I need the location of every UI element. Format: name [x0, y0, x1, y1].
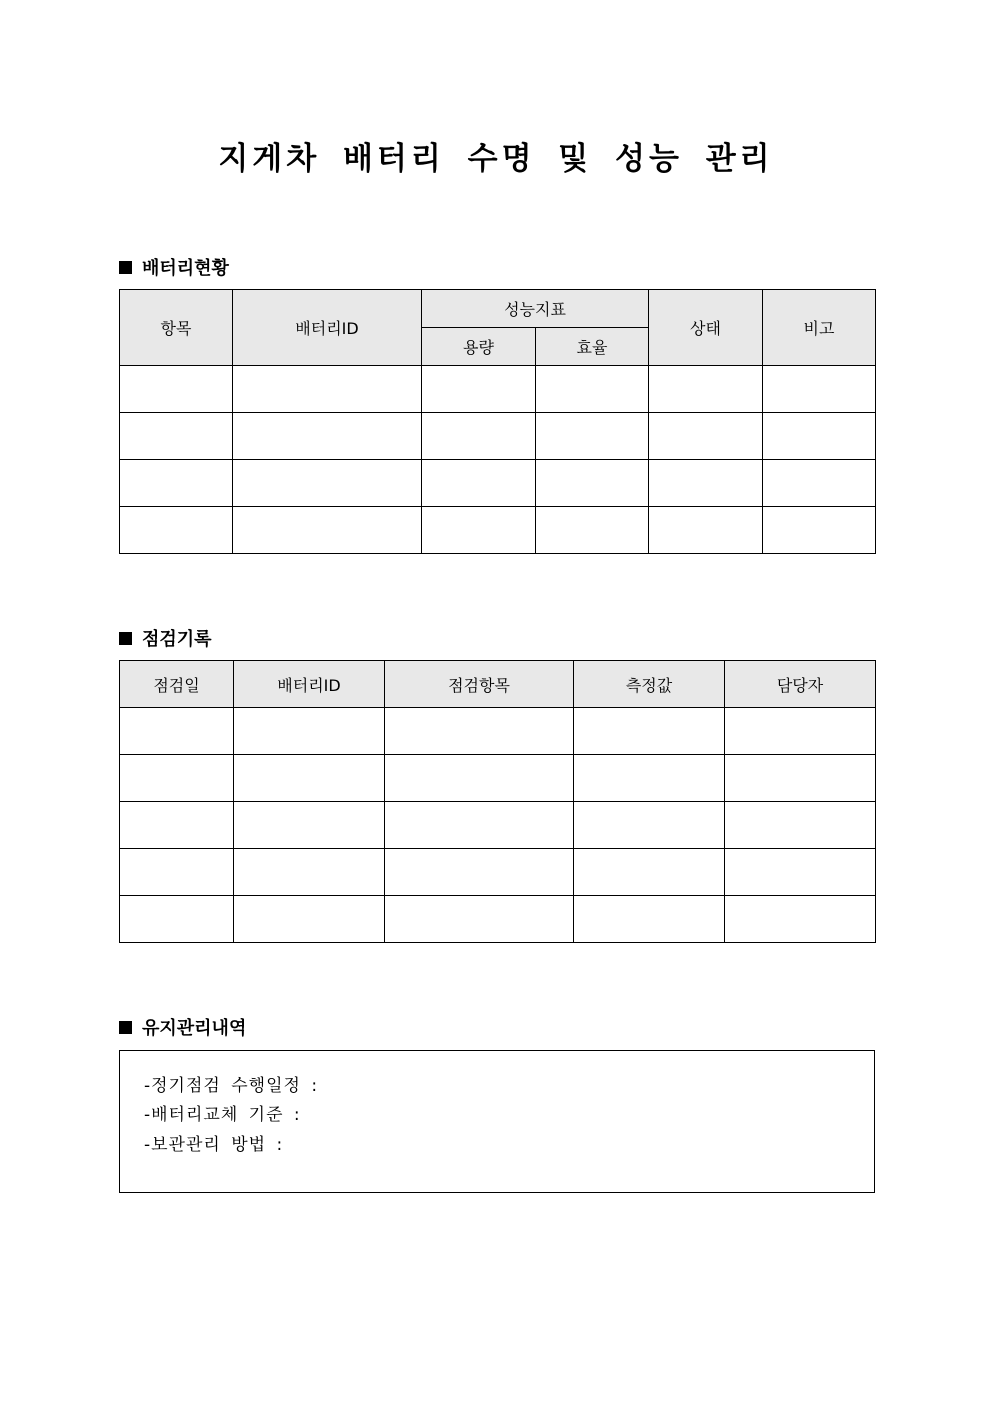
- table-cell[interactable]: [234, 708, 385, 755]
- table-cell[interactable]: [725, 896, 876, 943]
- table-cell[interactable]: [536, 460, 649, 507]
- header-performance: 성능지표: [422, 290, 649, 328]
- table-cell[interactable]: [536, 413, 649, 460]
- inspection-record-table: [119, 660, 876, 943]
- header-battery-id: 배터리ID: [233, 290, 422, 366]
- table-cell[interactable]: [234, 802, 385, 849]
- table-row: [120, 366, 876, 413]
- table-row: [120, 896, 876, 943]
- table-cell[interactable]: [385, 896, 574, 943]
- table-cell[interactable]: [120, 507, 233, 554]
- table-row: [120, 849, 876, 896]
- maintenance-line-storage-method: -보관관리 방법 :: [144, 1135, 284, 1155]
- header-remarks: 비고: [763, 290, 876, 366]
- table-row: [120, 802, 876, 849]
- table-row: [120, 708, 876, 755]
- table-cell[interactable]: [233, 366, 422, 413]
- table-cell[interactable]: [763, 366, 876, 413]
- table-cell[interactable]: [120, 802, 234, 849]
- table-cell[interactable]: [120, 460, 233, 507]
- table-cell[interactable]: [763, 460, 876, 507]
- maintenance-line-replacement-criteria: -배터리교체 기준 :: [144, 1105, 301, 1125]
- header-measured-value: 측정값: [574, 661, 725, 708]
- status-heading-label: 배터리현황: [142, 258, 229, 279]
- square-bullet-icon: [119, 632, 132, 645]
- table-row: [120, 413, 876, 460]
- maintenance-section-heading: [119, 1014, 246, 1040]
- table-row: [120, 507, 876, 554]
- table-cell[interactable]: [120, 896, 234, 943]
- table-cell[interactable]: [649, 366, 763, 413]
- table-cell[interactable]: [763, 413, 876, 460]
- table-cell[interactable]: [763, 507, 876, 554]
- header-battery-id: 배터리ID: [234, 661, 385, 708]
- table-cell[interactable]: [536, 507, 649, 554]
- table-cell[interactable]: [574, 755, 725, 802]
- battery-status-table: [119, 289, 876, 554]
- maintenance-heading-label: 유지관리내역: [142, 1018, 247, 1039]
- table-cell[interactable]: [725, 755, 876, 802]
- table-cell[interactable]: [725, 708, 876, 755]
- table-cell[interactable]: [385, 708, 574, 755]
- table-cell[interactable]: [120, 366, 233, 413]
- maintenance-notes-box[interactable]: [119, 1050, 875, 1193]
- table-cell[interactable]: [120, 413, 233, 460]
- header-state: 상태: [649, 290, 763, 366]
- square-bullet-icon: [119, 1021, 132, 1034]
- table-cell[interactable]: [536, 366, 649, 413]
- table-cell[interactable]: [234, 896, 385, 943]
- header-capacity: 용량: [422, 328, 536, 366]
- table-cell[interactable]: [422, 507, 536, 554]
- table-cell[interactable]: [120, 755, 234, 802]
- table-cell[interactable]: [422, 460, 536, 507]
- inspection-heading-label: 점검기록: [142, 629, 212, 650]
- header-person-in-charge: 담당자: [725, 661, 876, 708]
- table-cell[interactable]: [120, 849, 234, 896]
- table-cell[interactable]: [233, 413, 422, 460]
- table-cell[interactable]: [234, 849, 385, 896]
- header-inspection-item: 점검항목: [385, 661, 574, 708]
- inspection-section-heading: [119, 625, 212, 651]
- table-cell[interactable]: [422, 413, 536, 460]
- table-cell[interactable]: [649, 460, 763, 507]
- header-item: 항목: [120, 290, 233, 366]
- table-cell[interactable]: [725, 802, 876, 849]
- table-cell[interactable]: [649, 507, 763, 554]
- page-title: 지게차 배터리 수명 및 성능 관리: [218, 141, 774, 177]
- table-cell[interactable]: [574, 896, 725, 943]
- table-cell[interactable]: [234, 755, 385, 802]
- square-bullet-icon: [119, 261, 132, 274]
- table-row: [120, 755, 876, 802]
- header-efficiency: 효율: [536, 328, 649, 366]
- status-section-heading: [119, 254, 229, 280]
- table-cell[interactable]: [120, 708, 234, 755]
- maintenance-line-inspection-schedule: -정기점검 수행일정 :: [144, 1076, 319, 1096]
- table-cell[interactable]: [385, 755, 574, 802]
- table-row: [120, 460, 876, 507]
- table-cell[interactable]: [574, 802, 725, 849]
- table-cell[interactable]: [649, 413, 763, 460]
- table-cell[interactable]: [233, 460, 422, 507]
- header-inspection-date: 점검일: [120, 661, 234, 708]
- table-cell[interactable]: [725, 849, 876, 896]
- table-cell[interactable]: [574, 708, 725, 755]
- table-cell[interactable]: [233, 507, 422, 554]
- table-cell[interactable]: [385, 849, 574, 896]
- table-cell[interactable]: [385, 802, 574, 849]
- table-cell[interactable]: [422, 366, 536, 413]
- table-cell[interactable]: [574, 849, 725, 896]
